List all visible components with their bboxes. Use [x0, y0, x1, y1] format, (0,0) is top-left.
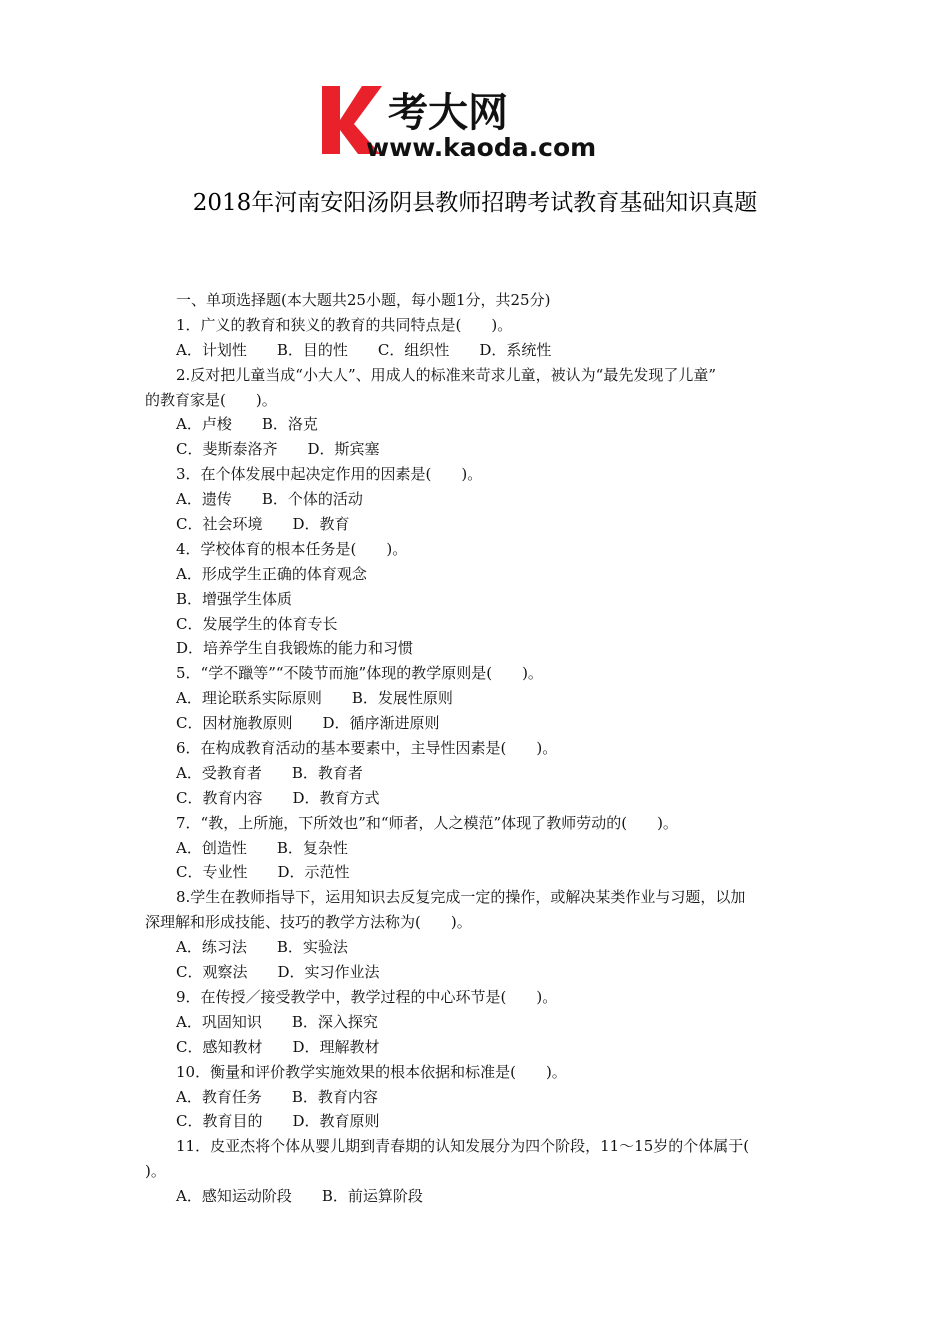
question-options: A．形成学生正确的体育观念	[176, 564, 367, 583]
question-item	[145, 985, 813, 1060]
question-options: A．计划性 B．目的性 C．组织性 D．系统性	[176, 340, 552, 359]
question-options: C．发展学生的体育专长	[176, 614, 338, 633]
question-stem: 5．“学不躐等”“不陵节而施”体现的教学原则是( )。	[176, 664, 543, 683]
question-options: A．卢梭 B．洛克	[176, 415, 318, 434]
page-title: 2018年河南安阳汤阴县教师招聘考试教育基础知识真题	[192, 190, 758, 216]
question-stem: 3．在个体发展中起决定作用的因素是( )。	[176, 465, 483, 484]
question-stem: 深理解和形成技能、技巧的教学方法称为( )。	[145, 913, 472, 932]
question-options: C．社会环境 D．教育	[176, 515, 350, 534]
question-options: D．培养学生自我锻炼的能力和习惯	[176, 639, 414, 658]
kaoda-logo-image	[318, 80, 638, 160]
exam-content	[145, 288, 813, 1209]
question-options: A．巩固知识 B．深入探究	[176, 1012, 378, 1031]
kaoda-logo	[318, 80, 638, 160]
question-options: C．斐斯泰洛齐 D．斯宾塞	[176, 440, 380, 459]
question-stem: 11．皮亚杰将个体从婴儿期到青春期的认知发展分为四个阶段，11～15岁的个体属于(	[176, 1137, 750, 1156]
question-item	[145, 885, 813, 985]
question-stem: 的教育家是( )。	[145, 390, 277, 409]
question-options: C．感知教材 D．理解教材	[176, 1037, 380, 1056]
logo-brand-url: www.kaoda.com	[366, 133, 597, 160]
question-options: A．理论联系实际原则 B．发展性原则	[176, 689, 453, 708]
question-list	[145, 313, 813, 1209]
question-item	[145, 537, 813, 661]
question-options: A．遗传 B．个体的活动	[176, 490, 363, 509]
question-options: C．专业性 D．示范性	[176, 863, 350, 882]
question-item	[145, 661, 813, 736]
question-item	[145, 1060, 813, 1135]
question-stem: 2.反对把儿童当成“小大人”、用成人的标准来苛求儿童，被认为“最先发现了儿童”	[176, 365, 716, 384]
question-item	[145, 363, 813, 463]
question-options: C．教育目的 D．教育原则	[176, 1112, 380, 1131]
question-options: B．增强学生体质	[176, 589, 293, 608]
question-item	[145, 462, 813, 537]
question-item	[145, 313, 813, 363]
question-item	[145, 811, 813, 886]
question-stem: 4．学校体育的根本任务是( )。	[176, 539, 408, 558]
question-options: A．练习法 B．实验法	[176, 938, 348, 957]
question-stem: 9．在传授／接受教学中，教学过程的中心环节是( )。	[176, 987, 558, 1006]
question-stem: 10．衡量和评价教学实施效果的根本依据和标准是( )。	[176, 1062, 567, 1081]
section-heading: 一、单项选择题(本大题共25小题，每小题1分，共25分)	[176, 291, 551, 309]
question-item	[145, 1134, 813, 1209]
question-options: C．教育内容 D．教育方式	[176, 788, 380, 807]
question-stem: 8.学生在教师指导下，运用知识去反复完成一定的操作，或解决某类作业与习题，以加	[176, 888, 746, 907]
question-item	[145, 736, 813, 811]
logo-brand-cn: 考大网	[388, 90, 508, 136]
question-stem: 7．“教，上所施，下所效也”和“师者，人之模范”体现了教师劳动的( )。	[176, 813, 678, 832]
question-stem: 6．在构成教育活动的基本要素中，主导性因素是( )。	[176, 739, 558, 758]
question-stem: )。	[145, 1162, 166, 1181]
question-options: C．因材施教原则 D．循序渐进原则	[176, 714, 440, 733]
question-options: A．创造性 B．复杂性	[176, 838, 348, 857]
question-options: A．教育任务 B．教育内容	[176, 1087, 378, 1106]
question-options: A．感知运动阶段 B．前运算阶段	[176, 1187, 423, 1206]
question-stem: 1．广义的教育和狭义的教育的共同特点是( )。	[176, 315, 513, 334]
question-options: A．受教育者 B．教育者	[176, 763, 363, 782]
question-options: C．观察法 D．实习作业法	[176, 963, 380, 982]
